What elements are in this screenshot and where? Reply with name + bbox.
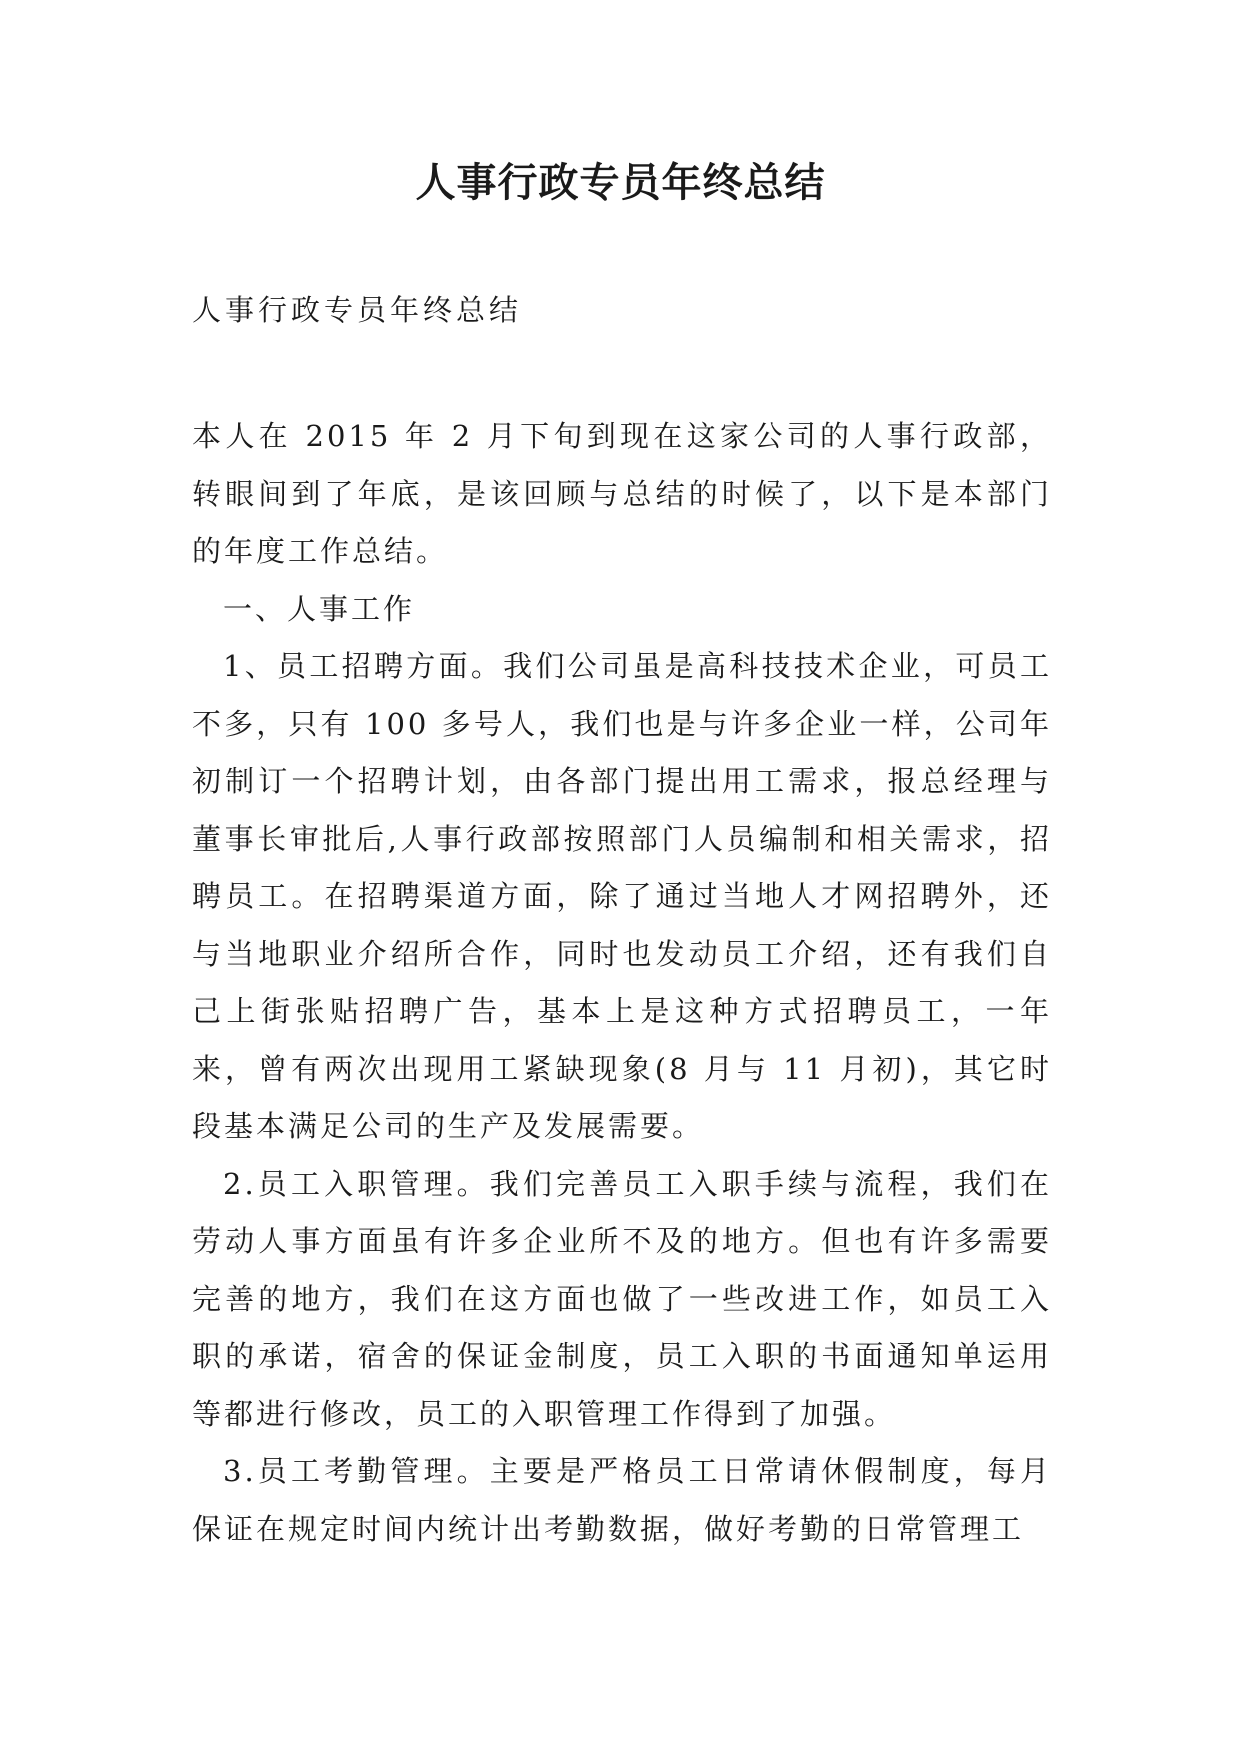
section-heading-personnel: 一、人事工作	[223, 591, 416, 626]
recruitment-paragraph: 1、员工招聘方面。我们公司虽是高科技技术企业，可员工不多，只有 100 多号人，我们也是与许多企业一样，公司年初制订一个招聘计划，由各部门提出用工需求，报总经理与董事长审批后,人事行政部按照部门人员编制和相关需求，招聘员工。在招聘渠道方面，除了通过当地人才网招聘外，还与当地职业介绍所合作，同时也发动员工介绍，还有我们自己上街张贴招聘广告，基本上是这种方式招聘员工，一年来，曾有两次出现用工紧缺现象(8 月与 11 月初)，其它时段基本满足公司的生产及发展需要。	[192, 649, 1052, 1143]
attendance-paragraph: 3.员工考勤管理。主要是严格员工日常请休假制度，每月保证在规定时间内统计出考勤数据，做好考勤的日常管理工	[192, 1454, 1052, 1546]
intro-paragraph: 本人在 2015 年 2 月下旬到现在这家公司的人事行政部，转眼间到了年底，是该回顾与总结的时候了，以下是本部门的年度工作总结。	[192, 419, 1052, 568]
document-title: 人事行政专员年终总结	[415, 159, 826, 206]
document-subtitle: 人事行政专员年终总结	[192, 293, 523, 327]
document-body	[192, 408, 1052, 1558]
onboarding-paragraph: 2.员工入职管理。我们完善员工入职手续与流程，我们在劳动人事方面虽有许多企业所不及的地方。但也有许多需要完善的地方，我们在这方面也做了一些改进工作，如员工入职的承诺，宿舍的保证金制度，员工入职的书面通知单运用等都进行修改，员工的入职管理工作得到了加强。	[192, 1166, 1052, 1431]
